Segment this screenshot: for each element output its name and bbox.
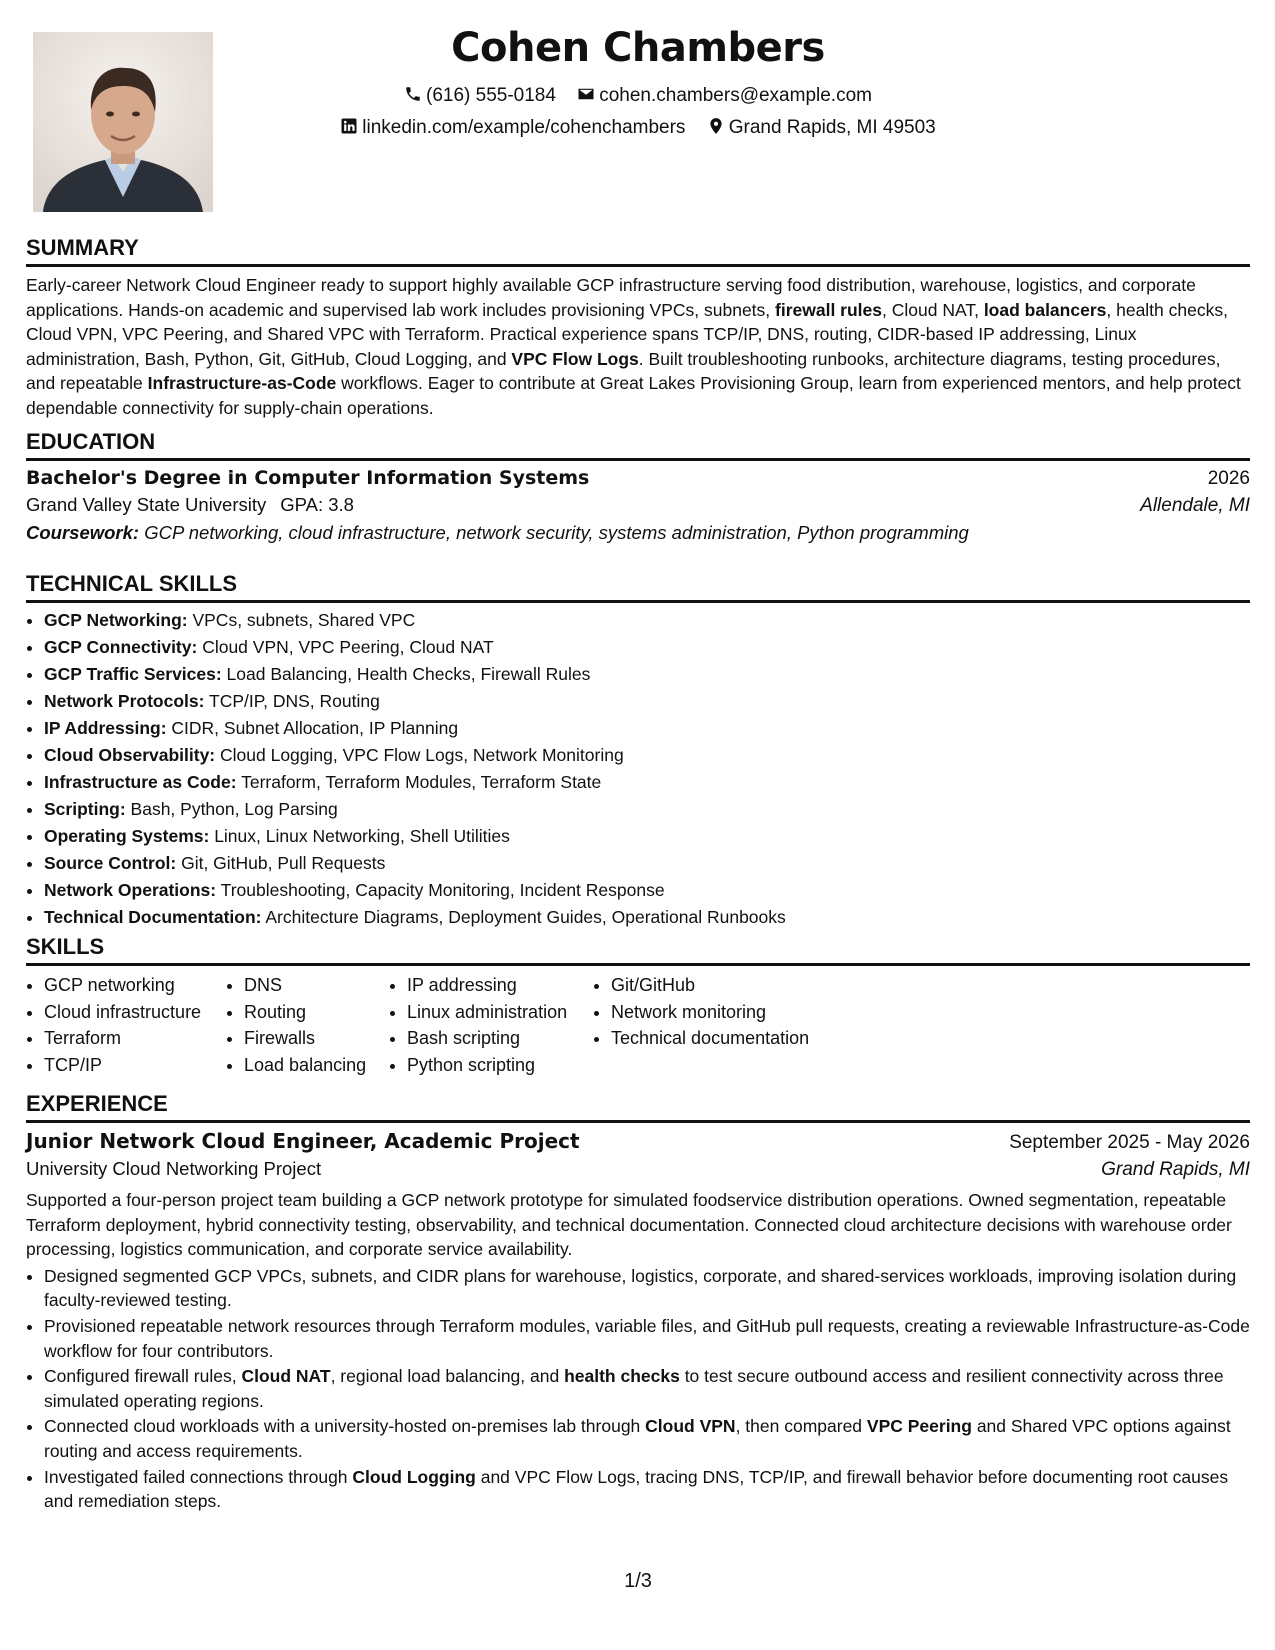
job-title-row <box>26 1129 1250 1154</box>
candidate-name: Cohen Chambers <box>451 25 825 71</box>
summary-section <box>26 234 1250 421</box>
job-location: Grand Rapids, MI <box>1101 1159 1250 1180</box>
technical-skill-label: IP Addressing: <box>44 718 167 738</box>
location-contact <box>707 112 936 144</box>
school-location: Allendale, MI <box>1140 495 1250 516</box>
technical-skill-item <box>44 634 1250 661</box>
skill-item: • Python scripting <box>407 1052 593 1079</box>
skill-item: • Technical documentation <box>611 1025 823 1052</box>
job-bullet: • Configured firewall rules, Cloud NAT, regional load balancing, and health checks to test secure outbound access and resilient connectivity across three simulated operating regions. <box>44 1364 1250 1413</box>
technical-skill-label: Infrastructure as Code: <box>44 772 237 792</box>
graduation-year: 2026 <box>1207 468 1250 489</box>
technical-skills-list <box>26 607 1250 931</box>
phone-contact[interactable] <box>404 80 556 112</box>
skills-grid <box>26 972 1250 1078</box>
experience-section <box>26 1090 1250 1515</box>
technical-skills-section <box>26 570 1250 931</box>
technical-skill-item <box>44 742 1250 769</box>
linkedin-icon <box>340 117 358 135</box>
bold-term: firewall rules <box>775 299 883 320</box>
job-bullet: • Connected cloud workloads with a university-hosted on-premises lab through Cloud VPN, then compared VPC Peering and Shared VPC options against routing and access requirements. <box>44 1414 1250 1463</box>
technical-skill-item <box>44 850 1250 877</box>
coursework <box>26 522 1250 544</box>
technical-skill-value: Git, GitHub, Pull Requests <box>176 853 386 873</box>
technical-skill-value: Linux, Linux Networking, Shell Utilities <box>209 826 510 846</box>
technical-skill-label: GCP Networking: <box>44 610 188 630</box>
school-name: Grand Valley State University <box>26 494 267 515</box>
technical-skill-label: Cloud Observability: <box>44 745 216 765</box>
technical-skill-value: Terraform, Terraform Modules, Terraform State <box>236 772 602 792</box>
technical-skill-label: Scripting: <box>44 799 126 819</box>
skill-item: • Terraform <box>44 1025 226 1052</box>
experience-heading: EXPERIENCE <box>26 1090 1250 1123</box>
bold-term: Cloud Logging <box>352 1466 476 1487</box>
job-description: Supported a four-person project team building a GCP network prototype for simulated foodservice distribution operations. Owned segmentation, repeatable Terraform deployment, hybrid connectivity testing, observability, and technical documentation. Connected cloud architecture decisions with warehouse order processing, logistics communication, and corporate service availability. <box>26 1190 1232 1260</box>
technical-skill-value: Troubleshooting, Capacity Monitoring, Incident Response <box>216 880 665 900</box>
technical-skill-value: TCP/IP, DNS, Routing <box>204 691 380 711</box>
coursework-label: Coursework: <box>26 522 140 543</box>
technical-skill-item <box>44 877 1250 904</box>
job-org-row <box>26 1158 1250 1181</box>
technical-skill-value: CIDR, Subnet Allocation, IP Planning <box>166 718 459 738</box>
school-row <box>26 494 1250 517</box>
job-org: University Cloud Networking Project <box>26 1158 322 1179</box>
skills-column <box>226 972 389 1078</box>
location-text: Grand Rapids, MI 49503 <box>728 117 936 138</box>
school-info <box>26 494 354 516</box>
coursework-text: GCP networking, cloud infrastructure, network security, systems administration, Python programming <box>144 522 969 543</box>
job-bullet: • Provisioned repeatable network resources through Terraform modules, variable files, and GitHub pull requests, creating a reviewable Infrastructure-as-Code workflow for four contributors. <box>44 1314 1250 1363</box>
contact-line-1 <box>26 80 1250 112</box>
map-pin-icon <box>707 117 725 135</box>
resume-header <box>26 22 1250 144</box>
skill-item: • IP addressing <box>407 972 593 999</box>
skills-column <box>593 972 823 1078</box>
skills-section <box>26 933 1250 1078</box>
skill-item: • Routing <box>244 999 389 1026</box>
bold-term: Cloud NAT <box>241 1366 331 1387</box>
degree-title: Bachelor's Degree in Computer Information Systems <box>26 467 590 489</box>
skill-item: • Git/GitHub <box>611 972 823 999</box>
technical-skill-value: Load Balancing, Health Checks, Firewall Rules <box>221 664 591 684</box>
bold-term: Cloud VPN <box>645 1416 736 1437</box>
job-bullet: • Designed segmented GCP VPCs, subnets, and CIDR plans for warehouse, logistics, corporate, and shared-services workloads, improving isolation during faculty-reviewed testing. <box>44 1264 1250 1313</box>
technical-skill-value: VPCs, subnets, Shared VPC <box>187 610 416 630</box>
skill-item: • Network monitoring <box>611 999 823 1026</box>
bold-term: VPC Flow Logs <box>511 348 639 369</box>
summary-heading: SUMMARY <box>26 234 1250 267</box>
resume-page <box>26 0 1250 1650</box>
technical-skill-label: Network Operations: <box>44 880 217 900</box>
email-contact[interactable] <box>577 80 872 112</box>
technical-skills-heading: TECHNICAL SKILLS <box>26 570 1250 603</box>
technical-skill-item <box>44 823 1250 850</box>
skill-item: • Cloud infrastructure <box>44 999 226 1026</box>
skill-item: • GCP networking <box>44 972 226 999</box>
job-role: Junior Network Cloud Engineer, Academic Project <box>26 1129 580 1153</box>
job-dates: September 2025 - May 2026 <box>1009 1132 1250 1153</box>
skill-item: • DNS <box>244 972 389 999</box>
contact-line-2 <box>26 112 1250 144</box>
summary-text: Early-career Network Cloud Engineer ready to support highly available GCP infrastructure serving food distribution, warehouse, logistics, and corporate applications. Hands-on academic and supervised lab work includes provisioning VPCs, subnets, firewall rules, Cloud NAT, load balancers, health checks, Cloud VPN, VPC Peering, and Shared VPC with Terraform. Practical experience spans TCP/IP, DNS, routing, CIDR-based IP addressing, Linux administration, Bash, Python, Git, GitHub, Cloud Logging, and VPC Flow Logs. Built troubleshooting runbooks, architecture diagrams, testing procedures, and repeatable Infrastructure-as-Code workflows. Eager to contribute at Great Lakes Provisioning Group, learn from experienced mentors, and help protect dependable connectivity for supply-chain operations. <box>26 275 1241 418</box>
technical-skill-item <box>44 715 1250 742</box>
skills-column <box>26 972 226 1078</box>
skills-column <box>389 972 593 1078</box>
bold-term: load balancers <box>983 299 1107 320</box>
technical-skill-label: GCP Connectivity: <box>44 637 198 657</box>
bold-term: health checks <box>564 1366 680 1387</box>
email-text: cohen.chambers@example.com <box>599 85 872 106</box>
gpa: GPA: 3.8 <box>280 494 354 515</box>
technical-skill-value: Bash, Python, Log Parsing <box>125 799 338 819</box>
education-heading: EDUCATION <box>26 428 1250 461</box>
technical-skill-item <box>44 769 1250 796</box>
bold-term: Infrastructure-as-Code <box>147 373 337 394</box>
skills-heading: SKILLS <box>26 933 1250 966</box>
job-bullets <box>26 1264 1250 1514</box>
phone-text: (616) 555-0184 <box>426 85 556 106</box>
technical-skill-label: Source Control: <box>44 853 177 873</box>
job-bullet: • Investigated failed connections through Cloud Logging and VPC Flow Logs, tracing DNS, TCP/IP, and firewall behavior before documenting root causes and remediation steps. <box>44 1465 1250 1514</box>
technical-skill-value: Cloud VPN, VPC Peering, Cloud NAT <box>197 637 494 657</box>
linkedin-text: linkedin.com/example/cohenchambers <box>362 117 686 138</box>
phone-icon <box>404 85 422 103</box>
technical-skill-item <box>44 688 1250 715</box>
skill-item: • TCP/IP <box>44 1052 226 1079</box>
skill-item: • Bash scripting <box>407 1025 593 1052</box>
technical-skill-label: Operating Systems: <box>44 826 210 846</box>
technical-skill-item <box>44 904 1250 931</box>
envelope-icon <box>577 85 595 103</box>
skill-item: • Firewalls <box>244 1025 389 1052</box>
bold-term: VPC Peering <box>866 1416 972 1437</box>
education-section <box>26 428 1250 544</box>
linkedin-contact[interactable] <box>340 112 685 144</box>
degree-row <box>26 467 1250 490</box>
technical-skill-label: Network Protocols: <box>44 691 205 711</box>
technical-skill-item <box>44 796 1250 823</box>
technical-skill-item <box>44 661 1250 688</box>
page-number: 1/3 <box>624 1570 652 1592</box>
technical-skill-value: Cloud Logging, VPC Flow Logs, Network Monitoring <box>215 745 624 765</box>
technical-skill-value: Architecture Diagrams, Deployment Guides, Operational Runbooks <box>261 907 786 927</box>
skill-item: • Load balancing <box>244 1052 389 1079</box>
technical-skill-label: Technical Documentation: <box>44 907 262 927</box>
technical-skill-label: GCP Traffic Services: <box>44 664 222 684</box>
skill-item: • Linux administration <box>407 999 593 1026</box>
technical-skill-item <box>44 607 1250 634</box>
